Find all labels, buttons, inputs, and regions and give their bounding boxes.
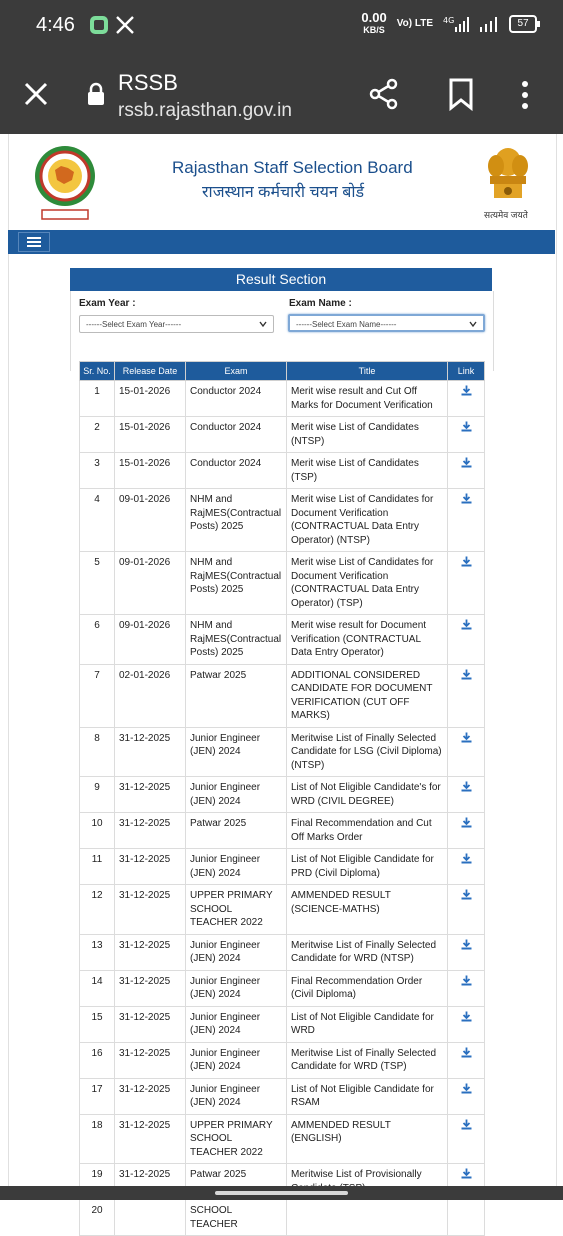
row-exam: Junior Engineer (JEN) 2024 bbox=[186, 934, 287, 970]
row-sr-no: 20 bbox=[80, 1200, 115, 1236]
download-icon[interactable] bbox=[461, 889, 472, 900]
table-row bbox=[80, 1200, 485, 1236]
row-link bbox=[448, 453, 485, 489]
table-row bbox=[80, 615, 485, 665]
row-sr-no: 2 bbox=[80, 417, 115, 453]
row-link bbox=[448, 615, 485, 665]
row-title: Merit wise List of Candidates for Document Verification (CONTRACTUAL Data Entry Operator) (TSP) bbox=[287, 552, 448, 615]
state-emblem-icon bbox=[480, 142, 536, 204]
row-sr-no: 17 bbox=[80, 1078, 115, 1114]
row-title bbox=[287, 1200, 448, 1236]
row-title: Merit wise List of Candidates for Document Verification (CONTRACTUAL Data Entry Operator) (NTSP) bbox=[287, 489, 448, 552]
row-exam: UPPER PRIMARY SCHOOL TEACHER 2022 bbox=[186, 885, 287, 935]
row-title: Meritwise List of Provisionally bbox=[287, 1164, 448, 1200]
results-table bbox=[79, 361, 485, 1236]
row-sr-no: 8 bbox=[80, 727, 115, 777]
table-row bbox=[80, 934, 485, 970]
row-release-date: 09-01-2026 bbox=[115, 615, 186, 665]
gesture-bar bbox=[0, 1186, 563, 1200]
row-link bbox=[448, 849, 485, 885]
table-row bbox=[80, 1042, 485, 1078]
download-icon[interactable] bbox=[461, 1047, 472, 1058]
row-sr-no: 3 bbox=[80, 453, 115, 489]
nav-bar bbox=[8, 230, 555, 254]
download-icon[interactable] bbox=[461, 781, 472, 792]
download-icon[interactable] bbox=[461, 669, 472, 680]
row-exam: Conductor 2024 bbox=[186, 417, 287, 453]
row-exam: Patwar 2025 bbox=[186, 664, 287, 727]
row-link bbox=[448, 552, 485, 615]
header-release-date: Release Date bbox=[115, 362, 186, 381]
chevron-down-icon bbox=[469, 320, 477, 328]
header-exam: Exam bbox=[186, 362, 287, 381]
site-name-english: Rajasthan Staff Selection Board bbox=[172, 158, 413, 177]
download-icon[interactable] bbox=[461, 457, 472, 468]
row-link bbox=[448, 1114, 485, 1164]
result-section-heading: Result Section bbox=[70, 268, 492, 291]
row-release-date: 31-12-2025 bbox=[115, 970, 186, 1006]
status-time: 4:46 bbox=[36, 14, 75, 36]
row-title: List of Not Eligible Candidate for RSAM bbox=[287, 1078, 448, 1114]
header-sr-no: Sr. No. bbox=[80, 362, 115, 381]
row-title: Merit wise result for Document Verification (CONTRACTUAL Data Entry Operator) bbox=[287, 615, 448, 665]
download-icon[interactable] bbox=[461, 619, 472, 630]
volte-indicator: Vo) LTE bbox=[396, 18, 433, 29]
row-link bbox=[448, 813, 485, 849]
row-sr-no: 7 bbox=[80, 664, 115, 727]
more-options-icon[interactable] bbox=[520, 80, 530, 110]
row-release-date: 31-12-2025 bbox=[115, 1006, 186, 1042]
results-table-body bbox=[80, 381, 485, 1236]
table-row bbox=[80, 453, 485, 489]
row-link bbox=[448, 489, 485, 552]
signal-4g-icon bbox=[443, 15, 469, 33]
row-sr-no: 15 bbox=[80, 1006, 115, 1042]
download-icon[interactable] bbox=[461, 556, 472, 567]
exam-name-label: Exam Name : bbox=[289, 298, 352, 309]
table-row bbox=[80, 1114, 485, 1164]
row-link bbox=[448, 885, 485, 935]
row-link bbox=[448, 727, 485, 777]
row-release-date: 15-01-2026 bbox=[115, 453, 186, 489]
menu-icon[interactable] bbox=[18, 232, 50, 252]
site-name-hindi: राजस्थान कर्मचारी चयन बोर्ड bbox=[202, 184, 365, 201]
web-page bbox=[0, 134, 563, 1230]
row-release-date: 15-01-2026 bbox=[115, 417, 186, 453]
row-sr-no: 1 bbox=[80, 381, 115, 417]
row-exam: Junior Engineer (JEN) 2024 bbox=[186, 1042, 287, 1078]
row-link bbox=[448, 970, 485, 1006]
row-exam: NHM and RajMES(Contractual Posts) 2025 bbox=[186, 552, 287, 615]
table-row bbox=[80, 1078, 485, 1114]
row-sr-no: 5 bbox=[80, 552, 115, 615]
download-icon[interactable] bbox=[461, 421, 472, 432]
signal-icon bbox=[479, 15, 499, 33]
table-row bbox=[80, 417, 485, 453]
row-exam: SCHOOL TEACHER bbox=[186, 1200, 287, 1236]
table-row bbox=[80, 777, 485, 813]
row-release-date: 31-12-2025 bbox=[115, 1042, 186, 1078]
row-link bbox=[448, 417, 485, 453]
row-title: Meritwise List of Finally Selected Candidate for WRD (TSP) bbox=[287, 1042, 448, 1078]
row-release-date: 31-12-2025 bbox=[115, 1078, 186, 1114]
exam-year-label: Exam Year : bbox=[79, 298, 136, 309]
page-title: RSSB bbox=[118, 70, 178, 95]
row-link bbox=[448, 934, 485, 970]
exam-year-select[interactable]: ------Select Exam Year------ bbox=[79, 315, 274, 333]
network-speed: 0.00 KB/S bbox=[361, 10, 387, 35]
table-row bbox=[80, 664, 485, 727]
row-exam: UPPER PRIMARY SCHOOL TEACHER 2022 bbox=[186, 1114, 287, 1164]
row-exam: Junior Engineer (JEN) 2024 bbox=[186, 1078, 287, 1114]
row-release-date: 31-12-2025 bbox=[115, 727, 186, 777]
row-sr-no: 14 bbox=[80, 970, 115, 1006]
table-row bbox=[80, 885, 485, 935]
row-exam: Junior Engineer (JEN) 2024 bbox=[186, 727, 287, 777]
row-release-date: 15-01-2026 bbox=[115, 381, 186, 417]
row-title: Merit wise List of Candidates (TSP) bbox=[287, 453, 448, 489]
row-exam: NHM and RajMES(Contractual Posts) 2025 bbox=[186, 615, 287, 665]
row-exam: NHM and RajMES(Contractual Posts) 2025 bbox=[186, 489, 287, 552]
row-release-date bbox=[115, 1200, 186, 1236]
table-row bbox=[80, 727, 485, 777]
download-icon[interactable] bbox=[461, 1119, 472, 1130]
row-sr-no: 12 bbox=[80, 885, 115, 935]
row-title: Final Recommendation Order (Civil Diploma) bbox=[287, 970, 448, 1006]
row-title: Merit wise result and Cut Off Marks for Document Verification bbox=[287, 381, 448, 417]
row-sr-no: 9 bbox=[80, 777, 115, 813]
battery-icon: 57 bbox=[509, 15, 537, 33]
row-sr-no: 11 bbox=[80, 849, 115, 885]
row-exam: Conductor 2024 bbox=[186, 381, 287, 417]
row-sr-no: 4 bbox=[80, 489, 115, 552]
table-row bbox=[80, 489, 485, 552]
emblem-motto: सत्यमेव जयते bbox=[484, 210, 528, 220]
table-row bbox=[80, 813, 485, 849]
exam-name-select[interactable]: ------Select Exam Name------ bbox=[288, 314, 485, 332]
svg-text:4G: 4G bbox=[443, 16, 455, 25]
row-exam: Junior Engineer (JEN) 2024 bbox=[186, 777, 287, 813]
row-release-date: 02-01-2026 bbox=[115, 664, 186, 727]
row-sr-no: 18 bbox=[80, 1114, 115, 1164]
table-header-row bbox=[80, 362, 485, 381]
row-title: ADDITIONAL CONSIDERED CANDIDATE FOR DOCUMENT VERIFICATION (CUT OFF MARKS) bbox=[287, 664, 448, 727]
bookmark-icon[interactable] bbox=[448, 78, 474, 110]
header-title: Title bbox=[287, 362, 448, 381]
row-exam: Junior Engineer (JEN) 2024 bbox=[186, 1006, 287, 1042]
row-link bbox=[448, 1200, 485, 1236]
app-notification-icon bbox=[88, 14, 110, 36]
row-sr-no: 10 bbox=[80, 813, 115, 849]
row-release-date: 31-12-2025 bbox=[115, 813, 186, 849]
row-release-date: 31-12-2025 bbox=[115, 885, 186, 935]
header-link: Link bbox=[448, 362, 485, 381]
row-sr-no: 19 bbox=[80, 1164, 115, 1200]
row-release-date: 31-12-2025 bbox=[115, 849, 186, 885]
url-text[interactable]: rssb.rajasthan.gov.in bbox=[118, 100, 292, 121]
row-link bbox=[448, 1006, 485, 1042]
row-link bbox=[448, 664, 485, 727]
row-release-date: 31-12-2025 bbox=[115, 1114, 186, 1164]
row-exam: Conductor 2024 bbox=[186, 453, 287, 489]
row-sr-no: 6 bbox=[80, 615, 115, 665]
browser-toolbar bbox=[0, 52, 563, 134]
row-link bbox=[448, 777, 485, 813]
download-icon[interactable] bbox=[461, 975, 472, 986]
row-release-date: 31-12-2025 bbox=[115, 1164, 186, 1200]
row-release-date: 31-12-2025 bbox=[115, 777, 186, 813]
table-row bbox=[80, 849, 485, 885]
row-title: AMMENDED RESULT (ENGLISH) bbox=[287, 1114, 448, 1164]
row-title: Merit wise List of Candidates (NTSP) bbox=[287, 417, 448, 453]
row-release-date: 09-01-2026 bbox=[115, 552, 186, 615]
row-release-date: 09-01-2026 bbox=[115, 489, 186, 552]
download-icon[interactable] bbox=[461, 493, 472, 504]
row-exam: Patwar 2025 bbox=[186, 813, 287, 849]
share-icon[interactable] bbox=[368, 78, 400, 110]
row-link bbox=[448, 1078, 485, 1114]
x-app-icon bbox=[114, 14, 136, 36]
row-sr-no: 16 bbox=[80, 1042, 115, 1078]
close-icon[interactable] bbox=[22, 80, 50, 108]
download-icon[interactable] bbox=[461, 385, 472, 396]
download-icon[interactable] bbox=[461, 853, 472, 864]
row-link bbox=[448, 1042, 485, 1078]
row-release-date: 31-12-2025 bbox=[115, 934, 186, 970]
row-sr-no: 13 bbox=[80, 934, 115, 970]
lock-icon bbox=[86, 82, 106, 106]
row-title: List of Not Eligible Candidate for WRD bbox=[287, 1006, 448, 1042]
row-title: Meritwise List of Finally Selected Candidate for LSG (Civil Diploma) (NTSP) bbox=[287, 727, 448, 777]
chevron-down-icon bbox=[259, 320, 267, 328]
row-title: List of Not Eligible Candidate for PRD (Civil Diploma) bbox=[287, 849, 448, 885]
download-icon[interactable] bbox=[461, 732, 472, 743]
download-icon[interactable] bbox=[461, 1083, 472, 1094]
download-icon[interactable] bbox=[461, 817, 472, 828]
rssb-logo bbox=[28, 142, 102, 224]
table-row bbox=[80, 970, 485, 1006]
row-title: AMMENDED RESULT (SCIENCE-MATHS) bbox=[287, 885, 448, 935]
row-title: Final Recommendation and Cut Off Marks Order bbox=[287, 813, 448, 849]
row-exam: Junior Engineer (JEN) 2024 bbox=[186, 849, 287, 885]
table-row bbox=[80, 1006, 485, 1042]
download-icon[interactable] bbox=[461, 1011, 472, 1022]
status-bar bbox=[0, 0, 563, 52]
table-row bbox=[80, 381, 485, 417]
download-icon[interactable] bbox=[461, 1168, 472, 1179]
table-row bbox=[80, 552, 485, 615]
row-title: List of Not Eligible Candidate's for WRD (CIVIL DEGREE) bbox=[287, 777, 448, 813]
row-link bbox=[448, 381, 485, 417]
row-exam: Patwar 2025 bbox=[186, 1164, 287, 1200]
row-exam: Junior Engineer (JEN) 2024 bbox=[186, 970, 287, 1006]
row-title: Meritwise List of Finally Selected Candidate for WRD (NTSP) bbox=[287, 934, 448, 970]
download-icon[interactable] bbox=[461, 939, 472, 950]
